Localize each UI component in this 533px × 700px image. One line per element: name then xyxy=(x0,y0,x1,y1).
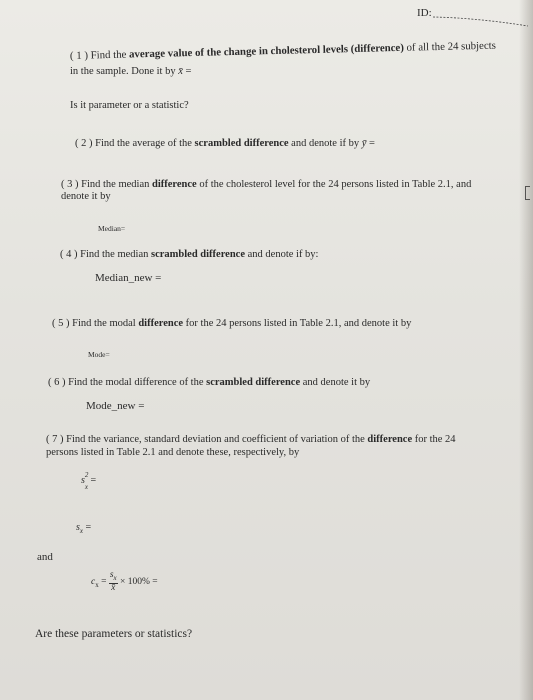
q2-line1: ( 2 ) Find the average of the scrambled difference and denote if by ȳ = xyxy=(75,138,375,149)
q5-line1: ( 5 ) Find the modal difference for the 24 persons listed in Table 2.1, and denote it by xyxy=(52,318,412,329)
q5-mode-label: Mode= xyxy=(88,350,110,359)
closing-question: Are these parameters or statistics? xyxy=(35,628,193,640)
id-label: ID: xyxy=(417,7,432,19)
q7-and-label: and xyxy=(37,551,53,563)
q7-line2: persons listed in Table 2.1 and denote these, respectively, by xyxy=(46,447,300,458)
page-edge-shadow xyxy=(519,0,533,700)
q7-variance-formula: s 2 $_x$ = xyxy=(81,471,97,491)
q7-sd-formula: $s_x$ = xyxy=(76,522,92,535)
q4-median-new-label: Median_new = xyxy=(95,272,162,284)
q3-line2: denote it by xyxy=(61,191,111,202)
q4-line1: ( 4 ) Find the median scrambled difference and denote if by: xyxy=(60,249,319,260)
cv-fraction: $\frac{s_x}{x̄}$ xyxy=(109,570,117,593)
q1-parameter-question: Is it parameter or a statistic? xyxy=(70,100,189,111)
q7-line1: ( 7 ) Find the variance, standard deviation and coefficient of variation of the difference for the 24 xyxy=(46,434,456,445)
q3-line1: ( 3 ) Find the median difference of the cholesterol level for the 24 persons listed in Table 2.1, and xyxy=(61,179,472,190)
id-line xyxy=(433,9,533,29)
q1-line2: in the sample. Done it by x̄ = xyxy=(70,66,192,77)
q7-cv-formula: $c_x$ = $\frac{s_x}{x̄}$ × 100% = xyxy=(91,570,158,593)
q6-line1: ( 6 ) Find the modal difference of the scrambled difference and denote it by xyxy=(48,377,371,388)
q3-median-label: Median= xyxy=(98,224,126,233)
q6-mode-new-label: Mode_new = xyxy=(86,400,145,412)
q1-line1: ( 1 ) Find the average value of the change in cholesterol levels (difference) of all the 24 subjects xyxy=(69,39,497,62)
